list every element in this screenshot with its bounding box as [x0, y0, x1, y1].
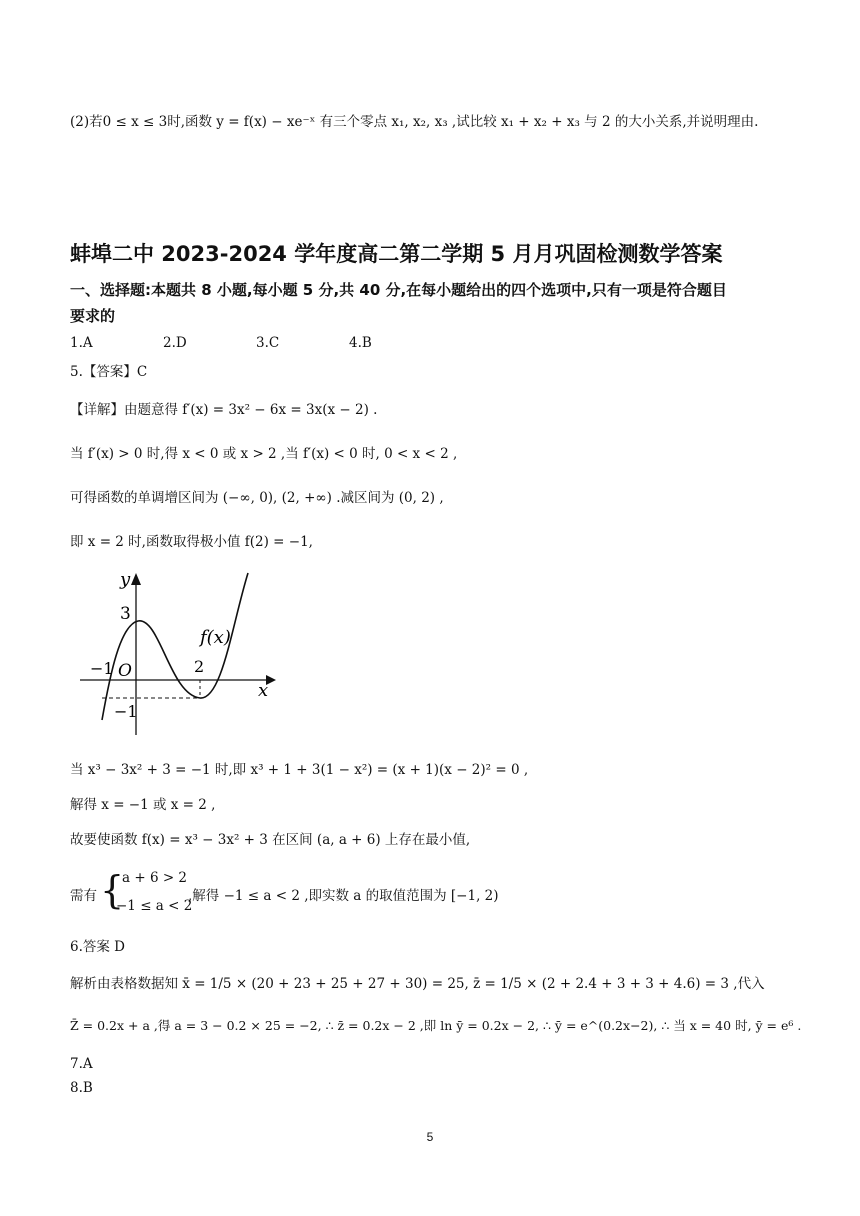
origin-label: O	[118, 661, 132, 681]
answer-4: 4.B	[349, 335, 372, 351]
q5-after-3: 故要使函数 f(x) = x³ − 3x² + 3 在区间 (a, a + 6) 上存在最小值,	[70, 832, 471, 848]
question-2: (2)若0 ≤ x ≤ 3时,函数 y = f(x) − xe⁻ˣ 有三个零点 x₁, x₂, x₃ ,试比较 x₁ + x₂ + x₃ 与 2 的大小关系,并说明理由.	[70, 114, 759, 130]
answer-2: 2.D	[163, 335, 187, 351]
q7-answer: 7.A	[70, 1056, 93, 1072]
q8-answer: 8.B	[70, 1080, 93, 1096]
answers-row	[70, 335, 442, 351]
function-graph	[70, 565, 290, 745]
q5-detail-2: 当 f′(x) > 0 时,得 x < 0 或 x > 2 ,当 f′(x) < 0 时, 0 < x < 2 ,	[70, 446, 458, 462]
x-axis-label: x	[258, 680, 269, 701]
system-prefix: 需有	[70, 888, 97, 904]
q5-answer: 5.【答案】C	[70, 364, 148, 380]
q6-answer: 6.答案 D	[70, 939, 125, 955]
curve-label: f(x)	[200, 627, 231, 648]
system-top: a + 6 > 2	[122, 870, 188, 886]
x-neg1-label: −1	[90, 659, 114, 678]
y-max-label: 3	[120, 604, 131, 624]
q5-detail-1: 【详解】由题意得 f′(x) = 3x² − 6x = 3x(x − 2) .	[70, 402, 378, 418]
q5-after-2: 解得 x = −1 或 x = 2 ,	[70, 797, 216, 813]
x-2-label: 2	[194, 657, 205, 676]
q6-line-2: Z̄ = 0.2x + a ,得 a = 3 − 0.2 × 25 = −2, ∴ z̄ = 0.2x − 2 ,即 ln ȳ = 0.2x − 2, ∴ ȳ = e^(0.2x−2), ∴ 当 x = 40 时, ȳ = e⁶ .	[70, 1018, 802, 1033]
answer-3: 3.C	[256, 335, 280, 351]
system-bottom: −1 ≤ a < 2	[116, 898, 193, 914]
section1-heading-line2: 要求的	[70, 307, 116, 325]
system-brace: {	[100, 868, 125, 912]
answer-title: 蚌埠二中 2023-2024 学年度高二第二学期 5 月月巩固检测数学答案	[70, 242, 723, 266]
answer-1: 1.A	[70, 335, 93, 351]
y-axis-label: y	[120, 569, 131, 590]
q5-detail-3: 可得函数的单调增区间为 (−∞, 0), (2, +∞) .减区间为 (0, 2) ,	[70, 490, 444, 506]
page-number: 5	[426, 1130, 434, 1144]
section1-heading-line1: 一、选择题:本题共 8 小题,每小题 5 分,共 40 分,在每小题给出的四个选项中,只有一项是符合题目	[70, 281, 727, 299]
y-axis-arrow	[131, 573, 141, 585]
q6-line-1: 解析由表格数据知 x̄ = 1/5 × (20 + 23 + 25 + 27 + 30) = 25, z̄ = 1/5 × (2 + 2.4 + 3 + 3 + 4.6) = 3 ,代入	[70, 976, 765, 992]
system-suffix: ,解得 −1 ≤ a < 2 ,即实数 a 的取值范围为 [−1, 2)	[188, 888, 499, 904]
q5-after-1: 当 x³ − 3x² + 3 = −1 时,即 x³ + 1 + 3(1 − x²) = (x + 1)(x − 2)² = 0 ,	[70, 762, 529, 778]
y-neg1-label: −1	[114, 702, 138, 721]
q5-detail-4: 即 x = 2 时,函数取得极小值 f(2) = −1,	[70, 534, 313, 550]
